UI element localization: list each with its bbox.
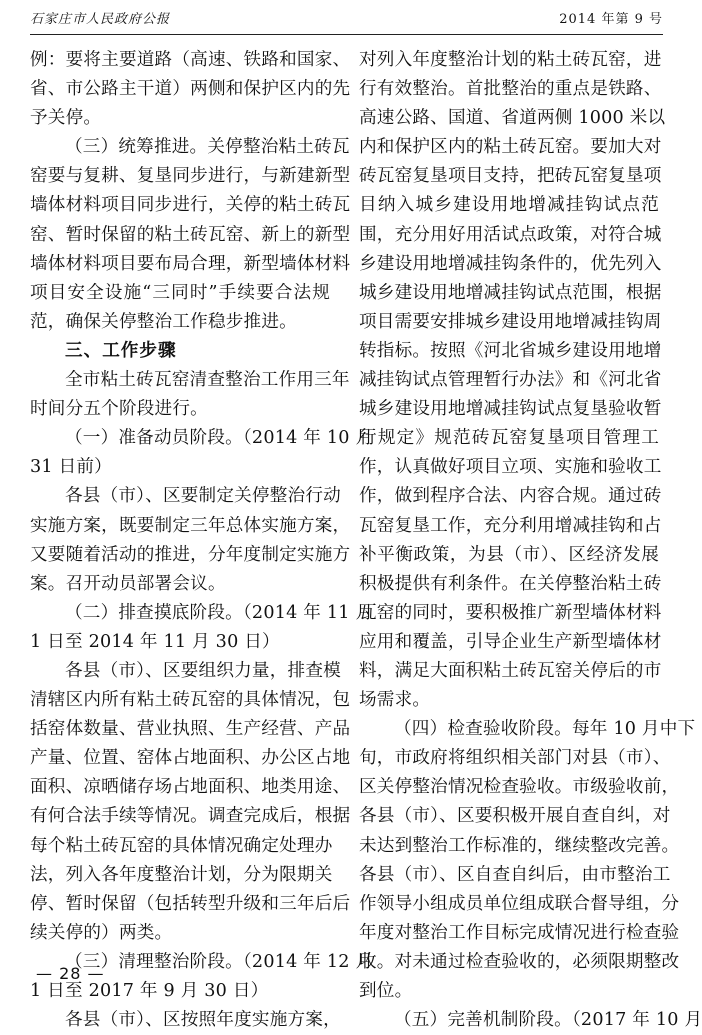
text-line: 停、暂时保留（包括转型升级和三年后后: [30, 893, 351, 914]
text-line: 每个粘土砖瓦窑的具体情况确定处理办: [30, 835, 333, 856]
text-line: （四）检查验收阶段。每年 10 月中下: [394, 719, 696, 740]
text-line: 应用和覆盖，引导企业生产新型墙体材: [359, 631, 662, 652]
left-text-column: [30, 46, 374, 1035]
text-line: 区关停整治情况检查验收。市级验收前，: [359, 777, 680, 798]
text-line: （三）统筹推进。关停整治粘土砖瓦: [65, 137, 350, 158]
text-line: 时间分五个阶段进行。: [30, 399, 208, 420]
publication-title: 石家庄市人民政府公报: [30, 12, 171, 27]
issue-number: 2014 年第 9 号: [559, 12, 663, 27]
text-line: 全市粘土砖瓦窑清查整治工作用三年: [65, 370, 350, 391]
text-line: 面积、凉晒储存场占地面积、地类用途、: [30, 777, 351, 798]
text-line: 作，做到程序合法、内容合规。通过砖: [359, 486, 662, 507]
text-line: 产量、位置、窑体占地面积、办公区占地: [30, 748, 351, 769]
text-line: 减挂钩试点管理暂行办法》和《河北省: [359, 370, 662, 391]
text-line: 转指标。按照《河北省城乡建设用地增: [359, 340, 662, 361]
text-line: （三）清理整治阶段。（2014 年 12 月: [65, 951, 374, 972]
text-line: 项目需要安排城乡建设用地增减挂钩周: [359, 311, 662, 332]
text-line: 内和保护区内的粘土砖瓦窑。要加大对: [359, 137, 662, 158]
text-line: 清辖区内所有粘土砖瓦窑的具体情况，包: [30, 690, 351, 711]
text-line: 31 日前）: [30, 457, 112, 478]
text-line: 项目安全设施“三同时”手续要合法规: [30, 282, 330, 303]
text-line: 例：要将主要道路（高速、铁路和国家、: [30, 50, 351, 70]
text-line: 料，满足大面积粘土砖瓦窑关停后的市: [359, 660, 662, 681]
text-line: 1 日至 2017 年 9 月 30 日）: [30, 981, 269, 1001]
text-line: 行规定》规范砖瓦窑复垦项目管理工: [359, 428, 659, 449]
text-line: （五）完善机制阶段。（2017 年 10 月: [394, 1010, 702, 1031]
text-line: 省、市公路主干道）两侧和保护区内的先: [30, 79, 351, 100]
text-line: 实施方案，既要制定三年总体实施方案，: [30, 515, 351, 536]
text-line: 对列入年度整治计划的粘土砖瓦窑，进: [359, 50, 662, 70]
text-line: 积极提供有利条件。在关停整治粘土砖: [359, 573, 662, 594]
text-line: 各县（市）、区要制定关停整治行动: [65, 486, 341, 507]
text-line: 有何合法手续等情况。调查完成后，根据: [30, 806, 351, 827]
text-line: 瓦窑复垦工作，充分利用增减挂钩和占: [359, 515, 662, 536]
text-line: 未达到整治工作标准的，继续整改完善。: [359, 835, 680, 856]
text-line: （一）准备动员阶段。（2014 年 10 月: [65, 428, 374, 449]
text-line: 各县（市）、区要积极开展自查自纠，对: [359, 806, 671, 827]
text-line: 补平衡政策，为县（市）、区经济发展: [359, 544, 659, 565]
text-line: 围，充分用好用活试点政策，对符合城: [359, 224, 662, 245]
text-line: 城乡建设用地增减挂钩试点范围，根据: [359, 282, 662, 303]
text-line: 场需求。: [359, 690, 431, 711]
text-line: 行有效整治。首批整治的重点是铁路、: [359, 79, 662, 100]
text-line: 1 日至 2014 年 11 月 30 日）: [30, 631, 280, 652]
text-line: 收。对未通过检查验收的，必须限期整改: [359, 951, 680, 972]
text-line: 作，认真做好项目立项、实施和验收工: [359, 457, 662, 478]
text-line: 旬，市政府将组织相关部门对县（市）、: [359, 748, 671, 769]
text-line: 窑、暂时保留的粘土砖瓦窑、新上的新型: [30, 224, 351, 245]
page-header: [30, 8, 663, 35]
text-line: 乡建设用地增减挂钩条件的，优先列入: [359, 253, 662, 274]
right-text-column: [359, 46, 702, 1035]
text-line: 瓦窑的同时，要积极推广新型墙体材料: [359, 602, 662, 623]
text-line: 续关停的）两类。: [30, 922, 173, 943]
text-line: 墙体材料项目要布局合理，新型墙体材料: [30, 253, 351, 274]
text-line: 到位。: [359, 981, 413, 1001]
text-line: 各县（市）、区要组织力量，排查模: [65, 660, 341, 681]
text-line: 城乡建设用地增减挂钩试点复垦验收暂: [359, 399, 662, 420]
text-line: 法，列入各年度整治计划，分为限期关: [30, 864, 333, 885]
text-line: 案。召开动员部署会议。: [30, 573, 226, 594]
text-line: 砖瓦窑复垦项目支持，把砖瓦窑复垦项: [359, 166, 662, 187]
text-line: 高速公路、国道、省道两侧 1000 米以: [359, 108, 666, 129]
page-number: — 28 —: [36, 964, 105, 983]
text-line: 括窑体数量、营业执照、生产经营、产品: [30, 719, 351, 740]
text-line: 予关停。: [30, 108, 102, 129]
text-line: 目纳入城乡建设用地增减挂钩试点范: [359, 195, 659, 216]
text-line: 窑要与复耕、复垦同步进行，与新建新型: [30, 166, 351, 187]
text-line: 范，确保关停整治工作稳步推进。: [30, 311, 297, 332]
text-line: 各县（市）、区按照年度实施方案，: [65, 1010, 341, 1031]
text-line: 墙体材料项目同步进行，关停的粘土砖瓦: [30, 195, 351, 216]
text-line: 各县（市）、区自查自纠后，由市整治工: [359, 864, 671, 885]
text-line: 年度对整治工作目标完成情况进行检查验: [359, 922, 680, 943]
text-line: 作领导小组成员单位组成联合督导组，分: [359, 893, 680, 914]
text-line: 又要随着活动的推进，分年度制定实施方: [30, 544, 351, 565]
text-line: （二）排查摸底阶段。（2014 年 11 月: [65, 602, 374, 623]
section-heading: 三、工作步骤: [65, 340, 177, 361]
